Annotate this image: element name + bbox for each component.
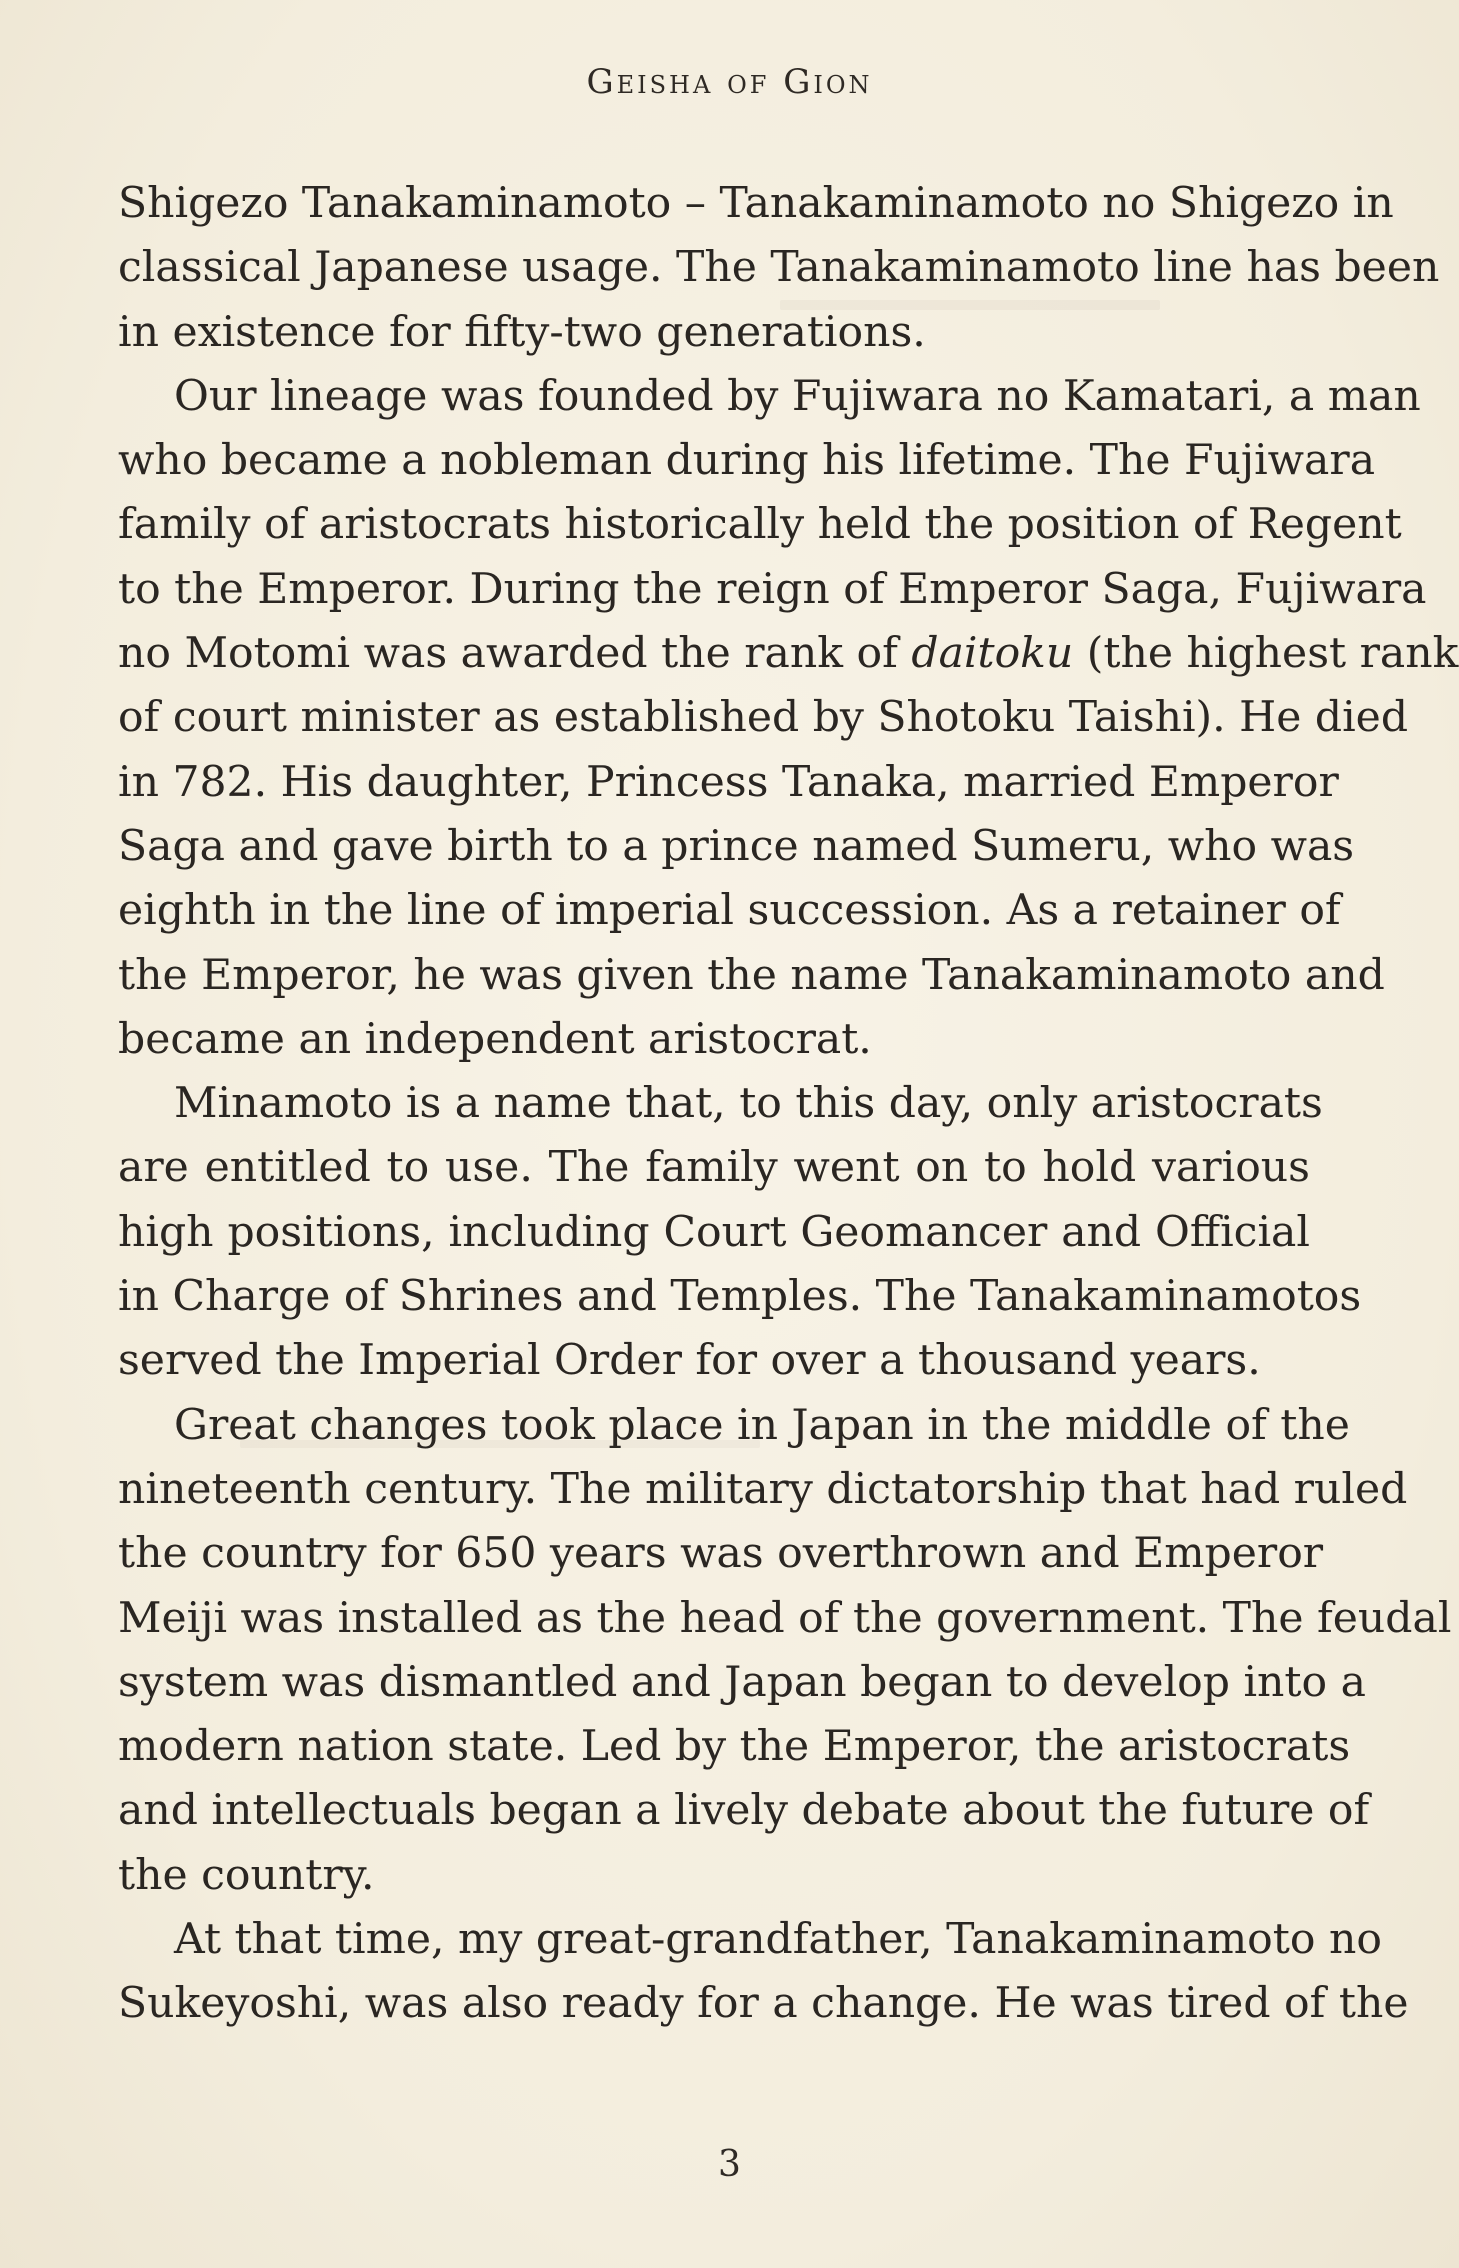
text-line: who became a nobleman during his lifetime. The Fujiwara xyxy=(118,436,1376,486)
text-line-with-italic xyxy=(118,622,1459,686)
text-line: the country for 650 years was overthrown and Emperor xyxy=(118,1529,1324,1579)
paragraph-1 xyxy=(118,172,1440,365)
body-text xyxy=(118,172,1459,2037)
italic-term: daitoku xyxy=(911,629,1074,679)
text-line: high positions, including Court Geomancer and Official xyxy=(118,1207,1310,1257)
running-head: Geisha of Gion xyxy=(586,62,873,102)
text-line: system was dismantled and Japan began to develop into a xyxy=(118,1657,1366,1707)
text-line: served the Imperial Order for over a thousand years. xyxy=(118,1336,1261,1386)
page-number: 3 xyxy=(718,2144,741,2185)
text-line: and intellectuals began a lively debate about the future of xyxy=(118,1786,1370,1836)
paragraph-2 xyxy=(118,365,1459,1072)
text-line: eighth in the line of imperial succession. As a retainer of xyxy=(118,886,1341,936)
text-line: At that time, my great-grandfather, Tanakaminamoto no xyxy=(174,1915,1382,1965)
text-line: Meiji was installed as the head of the government. The feudal xyxy=(118,1593,1452,1643)
paragraph-4 xyxy=(118,1394,1452,1908)
text-line: modern nation state. Led by the Emperor, the aristocrats xyxy=(118,1722,1351,1772)
text-line: in Charge of Shrines and Temples. The Tanakaminamotos xyxy=(118,1272,1362,1322)
text-segment: (the highest rank xyxy=(1073,629,1459,679)
paragraph-5 xyxy=(118,1908,1409,2037)
text-line: Minamoto is a name that, to this day, only aristocrats xyxy=(174,1079,1323,1129)
text-segment: no Motomi was awarded the rank of xyxy=(118,629,912,679)
text-line: became an independent aristocrat. xyxy=(118,1014,872,1064)
paragraph-3 xyxy=(118,1072,1362,1393)
text-line: classical Japanese usage. The Tanakaminamoto line has been xyxy=(118,243,1440,293)
text-line: Saga and gave birth to a prince named Sumeru, who was xyxy=(118,821,1355,871)
text-line: Great changes took place in Japan in the middle of the xyxy=(174,1400,1350,1450)
text-line: in 782. His daughter, Princess Tanaka, married Emperor xyxy=(118,757,1339,807)
text-line: of court minister as established by Shotoku Taishi). He died xyxy=(118,693,1409,743)
text-line: family of aristocrats historically held the position of Regent xyxy=(118,500,1402,550)
text-line: the country. xyxy=(118,1850,375,1900)
text-line: Shigezo Tanakaminamoto – Tanakaminamoto no Shigezo in xyxy=(118,179,1394,228)
text-line: Our lineage was founded by Fujiwara no Kamatari, a man xyxy=(174,371,1421,421)
text-line: nineteenth century. The military dictatorship that had ruled xyxy=(118,1464,1408,1514)
text-line: the Emperor, he was given the name Tanakaminamoto and xyxy=(118,950,1385,1000)
text-line: to the Emperor. During the reign of Emperor Saga, Fujiwara xyxy=(118,564,1427,614)
text-line: are entitled to use. The family went on to hold various xyxy=(118,1143,1310,1193)
text-line: Sukeyoshi, was also ready for a change. He was tired of the xyxy=(118,1979,1409,2029)
text-line: in existence for fifty-two generations. xyxy=(118,307,926,357)
